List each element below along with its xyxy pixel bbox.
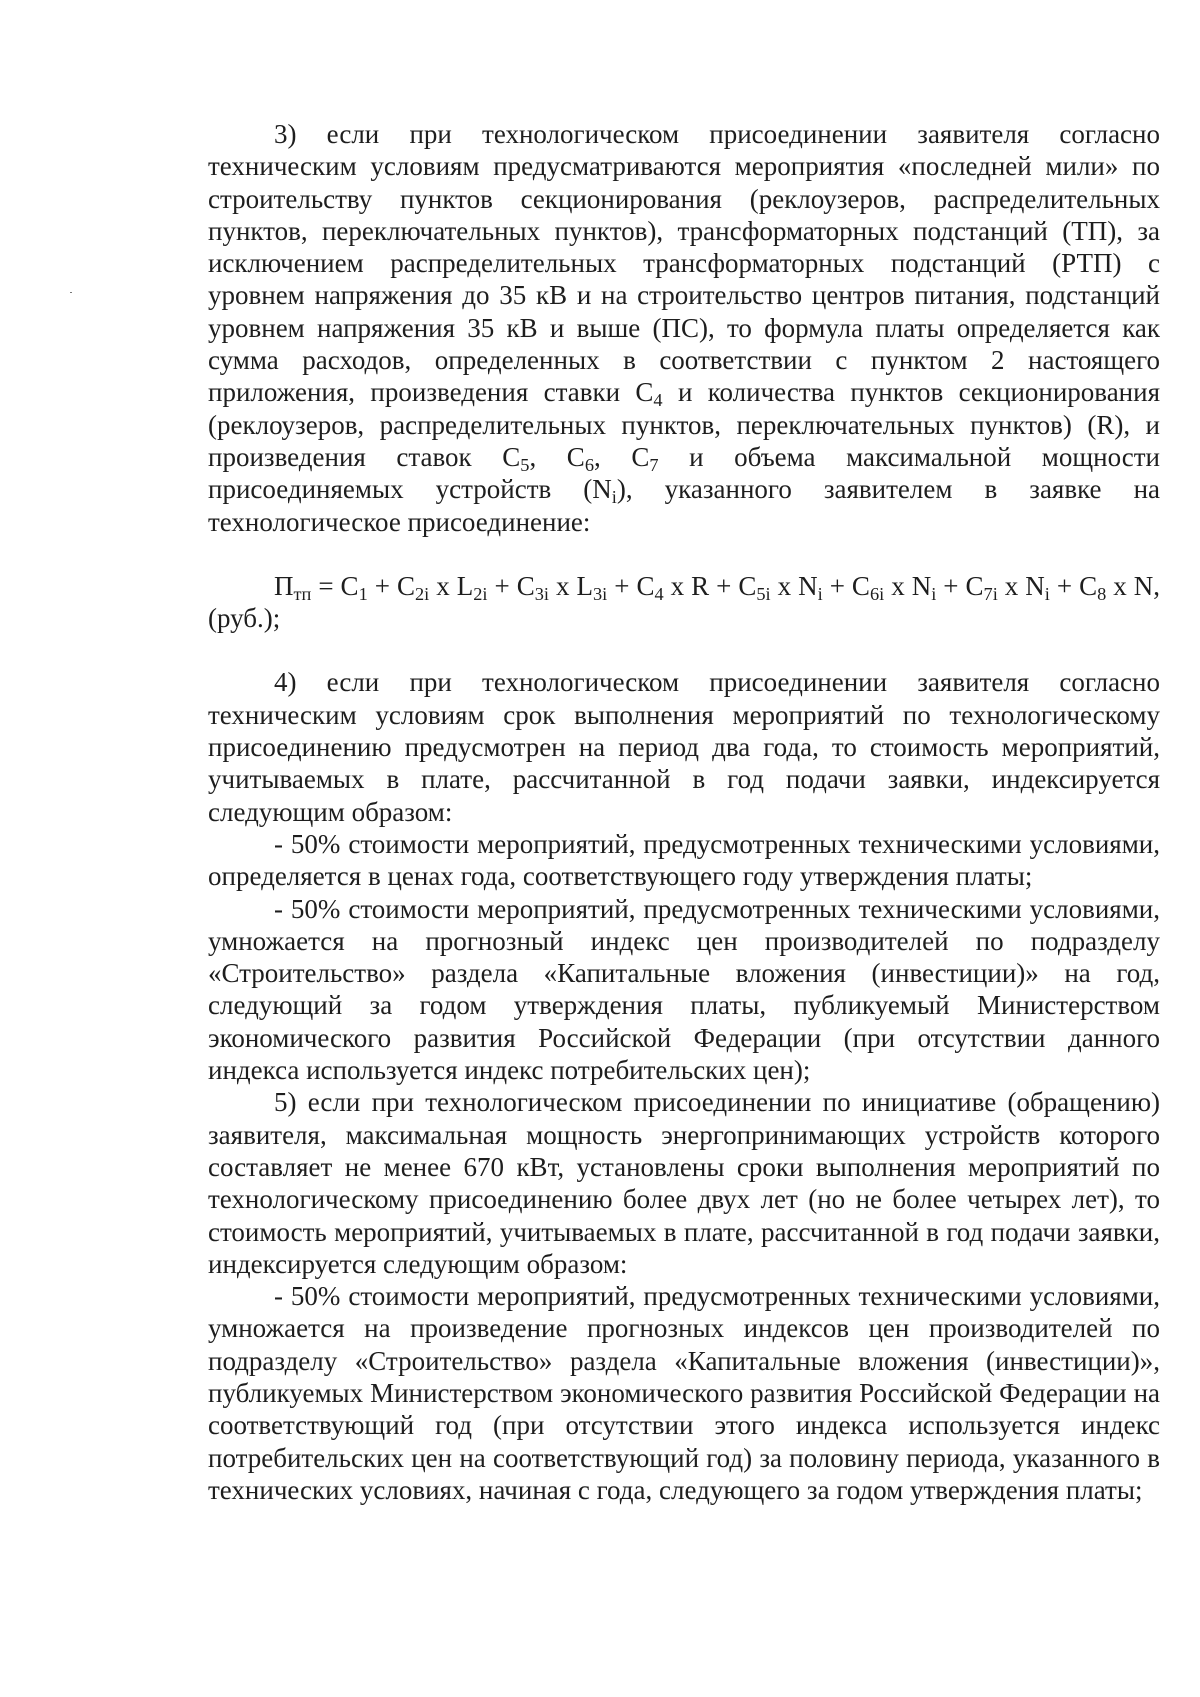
item-3-sep: , С — [529, 441, 585, 472]
item-5-bullet-1: - 50% стоимости мероприятий, предусмотренных техническими условиями, умножается на произведение прогнозных индексов цен производителей по подразделу «Строительство» раздела «Капитальные вложения (инвестиции)», публикуемых Министерством экономического развития Российской Федерации на соответствующий год (при отсутствии этого индекса используется индекс потребительских цен на соответствующий год) за половину периода, указанного в технических условиях, начиная с года, следующего за годом утверждения платы; — [208, 1281, 1160, 1505]
subscript: 4 — [653, 390, 663, 411]
item-3-text-a: 3) если при технологическом присоединении заявителя согласно техническим условиям предусматриваются мероприятия «последней мили» по строительству пунктов секционирования (реклоузеров, распределительных пунктов, переключательных пунктов), трансформаторных подстанций (ТП), за исключением распределительных трансформаторных подстанций (РТП) с уровнем напряжения до 35 кВ и на строительство центров питания, подстанций уровнем напряжения 35 кВ и выше (ПС), то формула платы определяется как сумма расходов, определенных в соответствии с пунктом 2 настоящего приложения, произведения ставки С — [208, 119, 1160, 408]
formula-part: + С — [1049, 570, 1098, 601]
formula-part: x N — [770, 570, 818, 601]
subscript: 7 — [649, 455, 659, 476]
payment-formula — [208, 570, 1160, 635]
item-3-text-d: ), указанного заявителем в заявке на технологическое присоединение: — [208, 474, 1160, 537]
subscript: i — [1044, 584, 1050, 604]
subscript: 3i — [592, 584, 608, 604]
subscript: 1 — [358, 584, 368, 604]
subscript: тп — [293, 584, 312, 604]
formula-part: x L — [549, 570, 593, 601]
subscript: 7i — [983, 584, 998, 604]
item-3-text-b: и количества пунктов секционирования (реклоузеров, распределительных пунктов, переключательных пунктов) (R), и произведения ставок С — [208, 377, 1160, 472]
formula-part: x N, (руб.); — [208, 570, 1160, 634]
formula-part: П — [274, 570, 294, 601]
scan-speck — [70, 292, 72, 293]
spacer — [208, 634, 1160, 666]
subscript: 2i — [414, 584, 430, 604]
item-4-bullet-1: - 50% стоимости мероприятий, предусмотренных техническими условиями, определяется в ценах года, соответствующего году утверждения платы; — [208, 828, 1160, 892]
subscript: 6i — [869, 584, 885, 604]
subscript: i — [611, 487, 617, 508]
subscript: 2i — [473, 584, 488, 604]
formula-part: x L — [429, 570, 474, 601]
item-3-text-c: и объема максимальной мощности присоединяемых устройств (N — [208, 441, 1160, 505]
subscript: 5i — [756, 584, 771, 604]
subscript: 4 — [654, 584, 664, 604]
subscript: 5 — [520, 455, 530, 476]
formula-part: x R + С — [663, 570, 757, 601]
subscript: 3i — [534, 584, 550, 604]
document-body — [208, 118, 1160, 1506]
paragraph-item-4: 4) если при технологическом присоединении заявителя согласно техническим условиям срок выполнения мероприятий по технологическому присоединению предусмотрен на период два года, то стоимость мероприятий, учитываемых в плате, рассчитанной в год подачи заявки, индексируется следующим образом: — [208, 667, 1160, 827]
subscript: 6 — [584, 455, 594, 476]
formula-part: + С — [822, 570, 870, 601]
item-4-bullet-2: - 50% стоимости мероприятий, предусмотренных техническими условиями, умножается на прогнозный индекс цен производителей по подразделу «Строительство» раздела «Капитальные вложения (инвестиции)» на год, следующий за годом утверждения платы, публикуемый Министерством экономического развития Российской Федерации (при отсутствии данного индекса используется индекс потребительских цен); — [208, 893, 1160, 1086]
spacer — [208, 538, 1160, 570]
subscript: i — [817, 584, 823, 604]
item-3-sep: , С — [594, 441, 650, 472]
paragraph-item-3 — [208, 118, 1160, 538]
formula-part: + С — [936, 570, 984, 601]
formula-part: x N — [997, 570, 1045, 601]
paragraph-item-5: 5) если при технологическом присоединении по инициативе (обращению) заявителя, максимальная мощность энергопринимающих устройств которого составляет не менее 670 кВт, установлены сроки выполнения мероприятий по технологическому присоединению более двух лет (но не более четырех лет), то стоимость мероприятий, учитываемых в плате, рассчитанной в год подачи заявки, индексируется следующим образом: — [208, 1087, 1160, 1279]
formula-part: + С — [367, 570, 415, 601]
formula-part: = С — [311, 570, 359, 601]
subscript: i — [931, 584, 937, 604]
formula-part: x N — [884, 570, 932, 601]
formula-part: + С — [487, 570, 535, 601]
formula-part: + С — [607, 570, 655, 601]
subscript: 8 — [1097, 584, 1107, 604]
